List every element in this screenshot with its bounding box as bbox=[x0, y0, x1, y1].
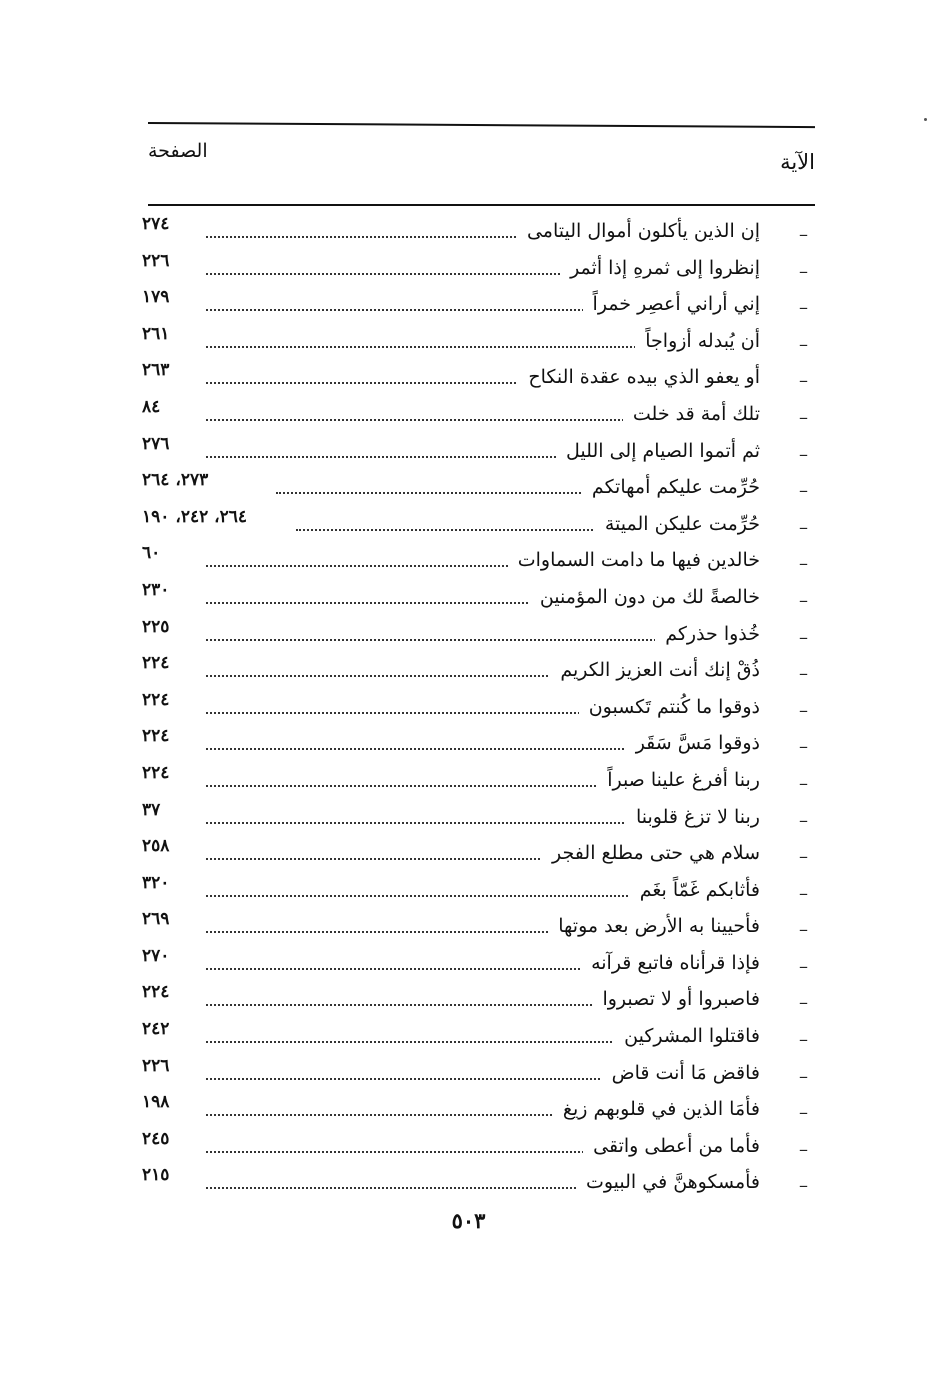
verse-text: فأمَا الذين في قلوبهم زيغ bbox=[553, 1098, 760, 1120]
page-reference: ٢٢٦ bbox=[142, 1056, 175, 1076]
page-reference: ٣٢٠ bbox=[142, 873, 175, 893]
row-dash: – bbox=[799, 955, 808, 977]
row-dash: – bbox=[799, 1175, 808, 1197]
verse-text: فأحيينا به الأرض بعد موتها bbox=[548, 915, 760, 937]
verse-text: فإذا قرأناه فاتبع قرآنه bbox=[581, 952, 760, 974]
page-reference: ٢٣٠ bbox=[142, 580, 175, 600]
header-bottom-rule bbox=[148, 204, 815, 206]
row-dash: – bbox=[799, 992, 808, 1014]
page-reference: ٢٦٩ bbox=[142, 909, 175, 929]
page-reference: ٢٦١ bbox=[142, 324, 175, 344]
row-dash: – bbox=[799, 553, 808, 575]
index-row bbox=[136, 470, 816, 507]
verse-text: ربنا لا تزغ قلوبنا bbox=[626, 806, 760, 828]
index-row bbox=[136, 873, 816, 910]
row-dash: – bbox=[799, 480, 808, 502]
page-reference: ٢٧٦ bbox=[142, 434, 175, 454]
page-reference: ٢٦٣ bbox=[142, 360, 175, 380]
verse-text: ثم أتموا الصيام إلى الليل bbox=[556, 440, 760, 462]
index-row bbox=[136, 617, 816, 654]
row-dash: – bbox=[799, 297, 808, 319]
verse-text: إن الذين يأكلون أموال اليتامى bbox=[517, 220, 760, 242]
index-row bbox=[136, 397, 816, 434]
column-header-ayah: الآية bbox=[780, 150, 815, 174]
verse-text: أن يُبدله أزواجاً bbox=[635, 330, 760, 352]
page-reference: ٢٢٤ bbox=[142, 726, 175, 746]
index-row bbox=[136, 324, 816, 361]
index-row bbox=[136, 543, 816, 580]
index-row bbox=[136, 580, 816, 617]
verse-text: حُرِّمت عليكن الميتة bbox=[595, 513, 760, 535]
index-row bbox=[136, 1092, 816, 1129]
index-row bbox=[136, 690, 816, 727]
verse-text: فأمسكوهنَّ في البيوت bbox=[576, 1171, 760, 1193]
row-dash: – bbox=[799, 699, 808, 721]
page-reference: ٣٧ bbox=[142, 800, 166, 820]
page-reference: ٢٤٥ bbox=[142, 1129, 175, 1149]
index-row bbox=[136, 726, 816, 763]
index-row bbox=[136, 909, 816, 946]
row-dash: – bbox=[799, 626, 808, 648]
row-dash: – bbox=[799, 224, 808, 245]
index-row bbox=[136, 982, 816, 1019]
row-dash: – bbox=[799, 809, 808, 831]
page-reference: ٢٢٤ bbox=[142, 690, 175, 710]
verse-text: خُذوا حذركم bbox=[655, 623, 760, 645]
row-dash: – bbox=[799, 260, 808, 282]
index-row bbox=[136, 434, 816, 471]
index-row bbox=[136, 1129, 816, 1166]
row-dash: – bbox=[799, 736, 808, 758]
verse-text: ربنا أفرغ علينا صبراً bbox=[597, 769, 760, 791]
page-reference: ٢٢٤ bbox=[142, 763, 175, 783]
page-reference: ١٩٨ bbox=[142, 1092, 175, 1112]
margin-mark bbox=[924, 118, 927, 121]
header-top-rule bbox=[148, 122, 815, 128]
verse-text: خالدين فيها ما دامت السماوات bbox=[508, 549, 760, 571]
verse-text: فاقتلوا المشركين bbox=[614, 1025, 760, 1047]
index-row bbox=[136, 653, 816, 690]
verse-text: فاصبروا أو لا تصبروا bbox=[592, 988, 760, 1010]
index-row bbox=[136, 1019, 816, 1056]
index-row bbox=[136, 1056, 816, 1093]
row-dash: – bbox=[799, 443, 808, 465]
verse-text: خالصةً لك من دون المؤمنين bbox=[530, 586, 760, 608]
index-row bbox=[136, 251, 816, 288]
page-reference: ٢١٥ bbox=[142, 1165, 175, 1185]
row-dash: – bbox=[799, 516, 808, 538]
row-dash: – bbox=[799, 1138, 808, 1160]
verse-text: تلك أمة قد خلت bbox=[623, 403, 760, 425]
row-dash: – bbox=[799, 589, 808, 611]
page-reference: ٢٥٨ bbox=[142, 836, 175, 856]
index-row bbox=[136, 214, 816, 251]
verse-text: إني أراني أعصِر خمراً bbox=[583, 293, 760, 315]
verse-text: سلام هي حتى مطلع الفجر bbox=[542, 842, 760, 864]
index-row bbox=[136, 836, 816, 873]
row-dash: – bbox=[799, 772, 808, 794]
verse-text: إنظروا إلى ثمرهِ إذا أثمر bbox=[560, 257, 760, 279]
verse-text: فأثابكم غَمّاً بغَم bbox=[630, 879, 760, 901]
page-reference: ٢٢٤ bbox=[142, 982, 175, 1002]
verse-text: فأما من أعطى واتقى bbox=[583, 1135, 760, 1157]
row-dash: – bbox=[799, 882, 808, 904]
index-row bbox=[136, 763, 816, 800]
page-reference: ١٧٩ bbox=[142, 287, 175, 307]
row-dash: – bbox=[799, 1029, 808, 1051]
row-dash: – bbox=[799, 406, 808, 428]
page-reference: ٢٦٤، ٢٤٢، ١٩٠ bbox=[142, 507, 253, 527]
verse-text: ذُقْ إنك أنت العزيز الكريم bbox=[550, 659, 760, 681]
page-reference: ٢٢٥ bbox=[142, 617, 175, 637]
page-reference: ٢٧٠ bbox=[142, 946, 175, 966]
index-row bbox=[136, 507, 816, 544]
index-row bbox=[136, 946, 816, 983]
page-reference: ٢٧٤ bbox=[142, 214, 175, 234]
row-dash: – bbox=[799, 370, 808, 392]
verse-text: فاقض مَا أنت قاض bbox=[602, 1062, 760, 1084]
row-dash: – bbox=[799, 919, 808, 941]
row-dash: – bbox=[799, 663, 808, 685]
row-dash: – bbox=[799, 333, 808, 355]
index-row bbox=[136, 800, 816, 837]
verse-index-list bbox=[136, 214, 816, 1202]
verse-text: ذوقوا ما كُنتم تَكسبون bbox=[579, 696, 760, 718]
index-row bbox=[136, 287, 816, 324]
column-header-page: الصفحة bbox=[148, 140, 208, 162]
page-reference: ٢٢٦ bbox=[142, 251, 175, 271]
verse-text: أو يعفو الذي بيده عقدة النكاح bbox=[518, 366, 760, 388]
page-reference: ٢٧٣، ٢٦٤ bbox=[142, 470, 214, 490]
row-dash: – bbox=[799, 1102, 808, 1124]
index-row bbox=[136, 1165, 816, 1202]
page-reference: ٢٢٤ bbox=[142, 653, 175, 673]
verse-text: حُرِّمت عليكم أمهاتكم bbox=[582, 476, 760, 498]
index-row bbox=[136, 360, 816, 397]
page-reference: ٦٠ bbox=[142, 543, 166, 563]
page-reference: ٨٤ bbox=[142, 397, 166, 417]
row-dash: – bbox=[799, 1065, 808, 1087]
verse-text: ذوقوا مَسَّ سَقَر bbox=[626, 732, 760, 754]
page-reference: ٢٤٢ bbox=[142, 1019, 175, 1039]
page-number: ٥٠٣ bbox=[451, 1208, 486, 1233]
row-dash: – bbox=[799, 846, 808, 868]
